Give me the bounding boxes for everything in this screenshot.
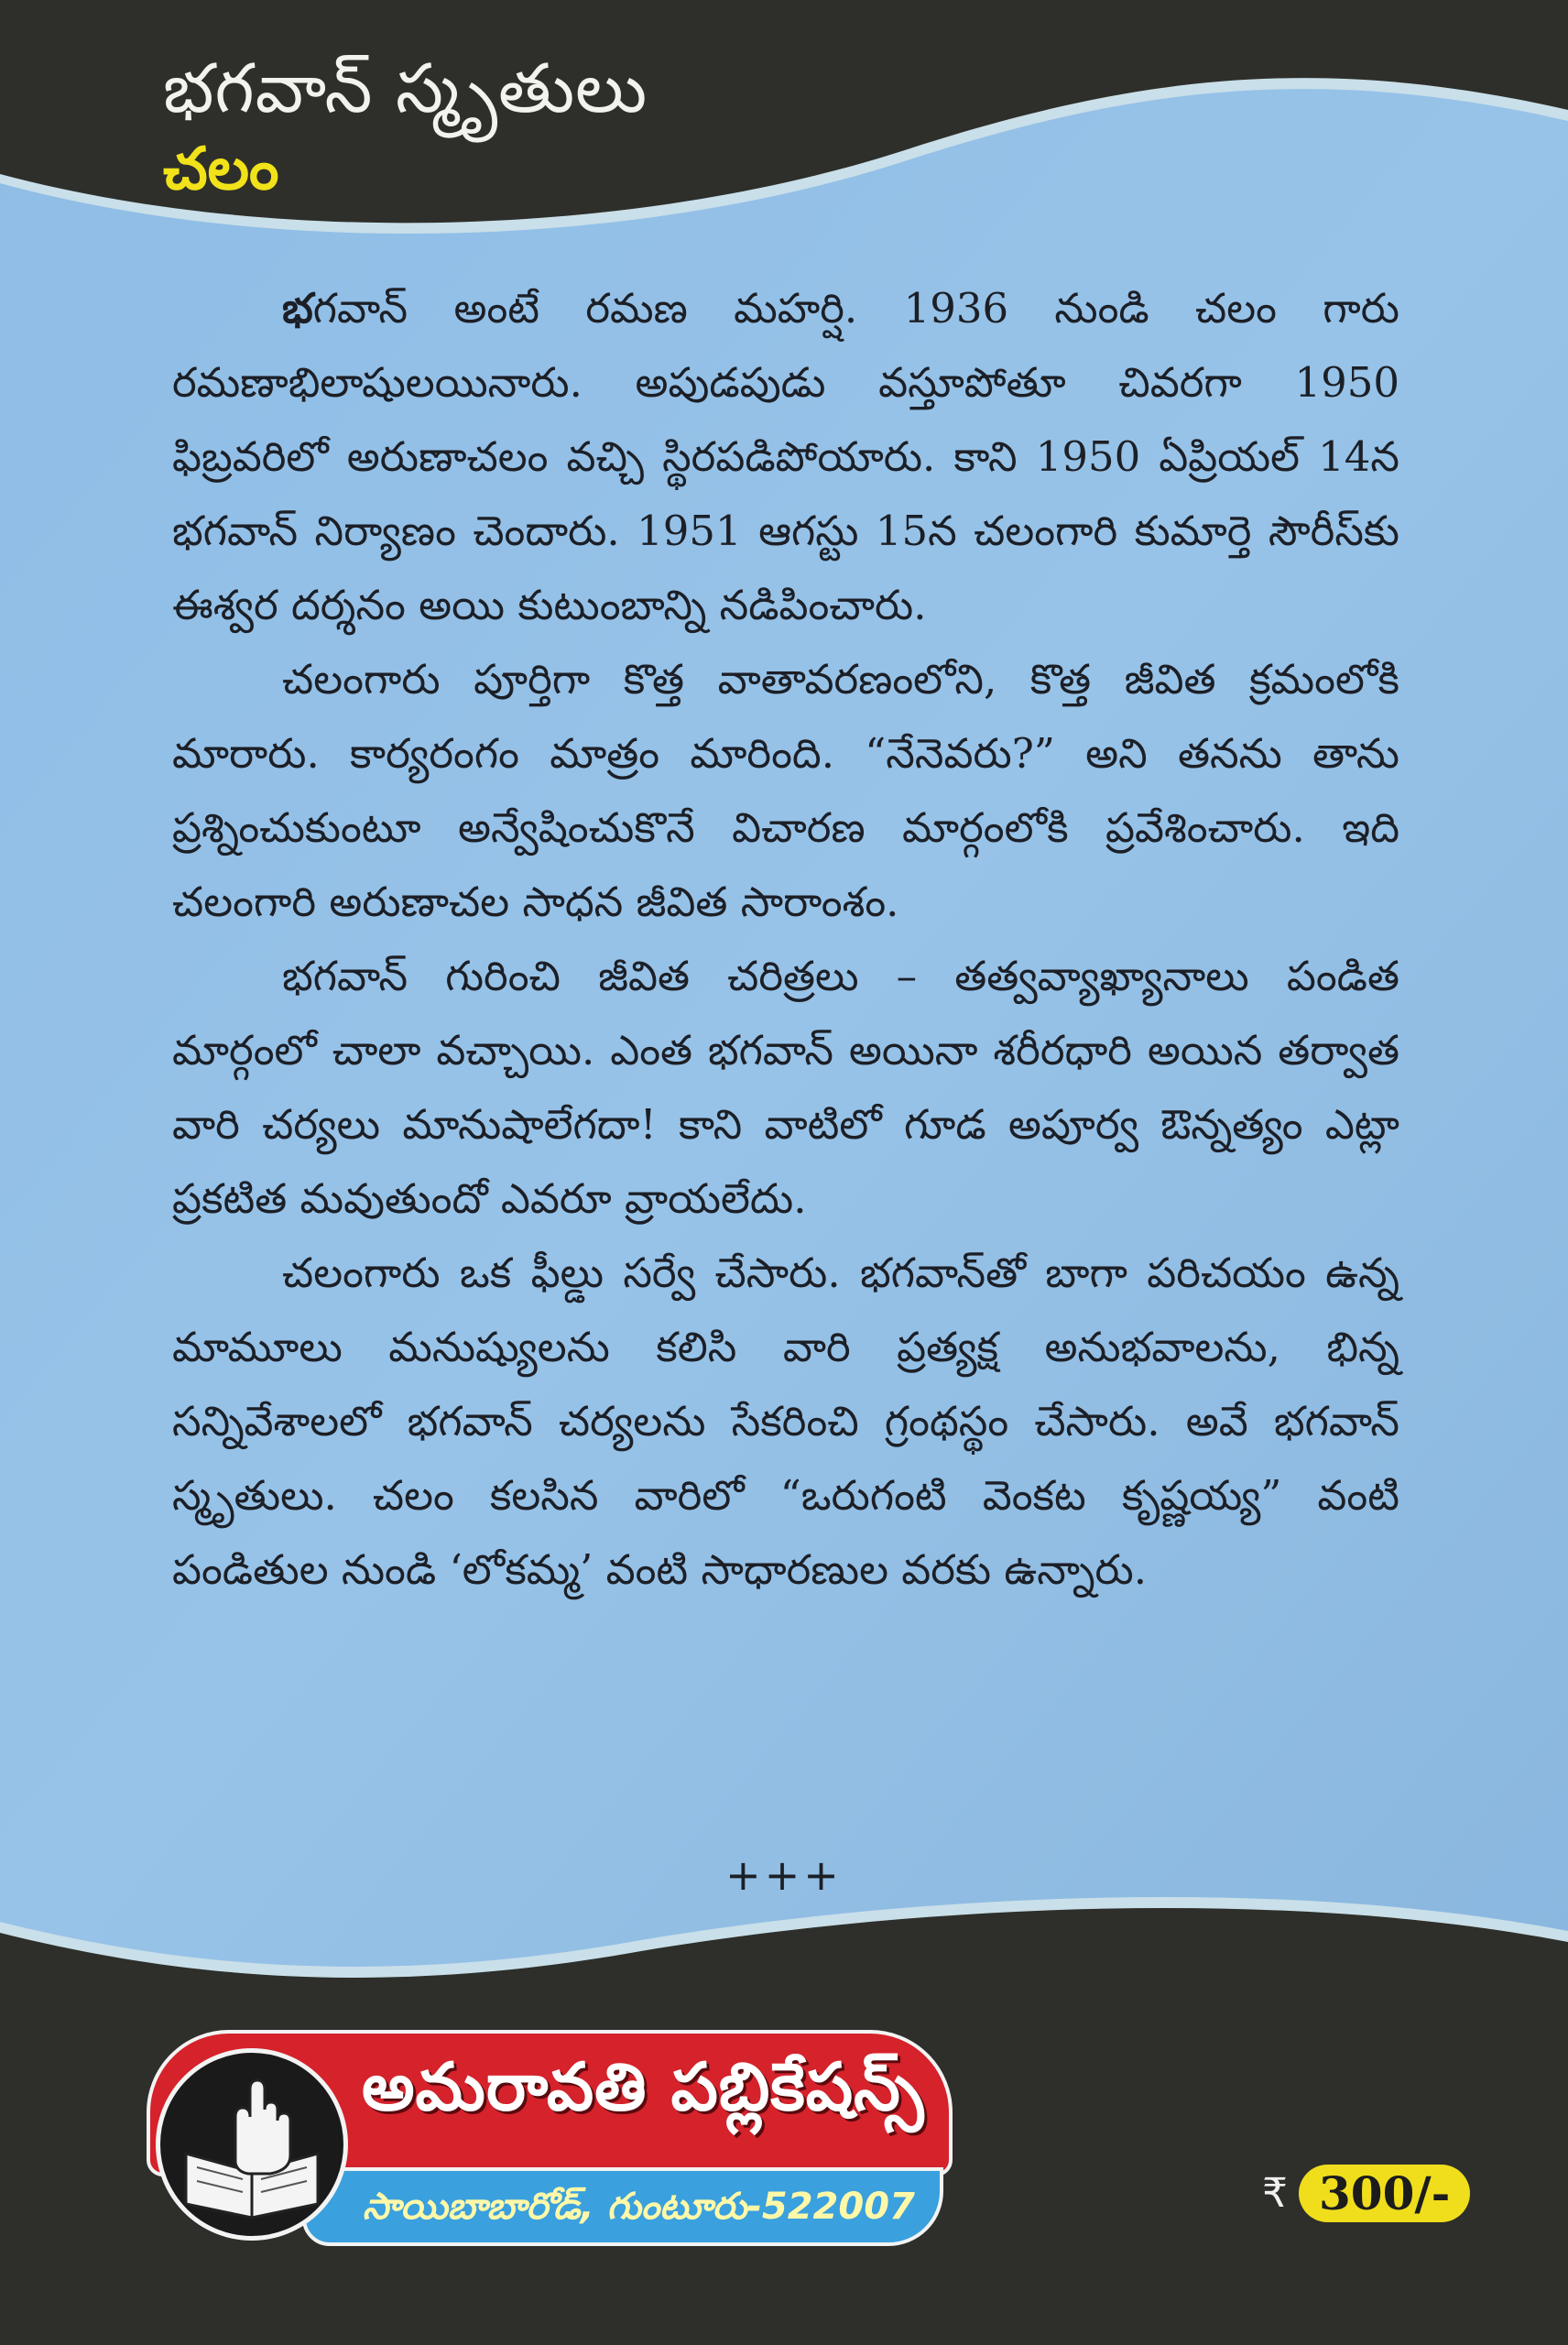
author-name: చలం — [163, 136, 279, 203]
book-title: భగవాన్ స్మృతులు — [163, 49, 648, 128]
blurb-paragraph-4: చలంగారు ఒక ఫీల్డు సర్వే చేసారు. భగవాన్‌తో బాగా పరిచయం ఉన్న మామూలు మనుష్యులను కలిసి వారి ప్రత్యక్ష అనుభవాలను, భిన్న సన్నివేశాలలో భగవాన్ చర్యలను సేకరించి గ్రంథస్థం చేసారు. అవే భగవాన్ స్మృతులు. చలం కలసిన వారిలో “ఒరుగంటి వెంకట కృష్ణయ్య” వంటి పండితుల నుండి ‘లోకమ్మ’ వంటి సాధారణుల వరకు ఉన్నారు. — [172, 1249, 1399, 1594]
book-hand-icon — [160, 2053, 343, 2236]
rupee-icon: ₹ — [1262, 2169, 1288, 2217]
publisher-logo-icon — [156, 2048, 348, 2241]
publisher-badge — [147, 2030, 953, 2253]
blurb-paragraph-1 — [172, 271, 1399, 642]
paragraph-1-text: గవాన్ అంటే రమణ మహర్షి. 1936 నుండి చలం గారు రమణాభిలాషులయినారు. అపుడపుడు వస్తూపోతూ చివరగా 1950 ఫిబ్రవరిలో అరుణాచలం వచ్చి స్థిరపడిపోయారు. కాని 1950 ఏప్రియల్ 14న భగవాన్ నిర్యాణం చెందారు. 1951 ఆగస్టు 15న చలంగారి కుమార్తె సౌరీస్‌కు ఈశ్వర దర్శనం అయి కుటుంబాన్ని నడిపించారు. — [172, 284, 1399, 629]
publisher-name: అమరావతి పబ్లికేషన్స్ — [362, 2048, 925, 2125]
blurb-text — [172, 271, 1399, 1607]
blurb-paragraph-2: చలంగారు పూర్తిగా కొత్త వాతావరణంలోని, కొత్త జీవిత క్రమంలోకి మారారు. కార్యరంగం మాత్రం మారింది. “నేనెవరు?” అని తనను తాను ప్రశ్నించుకుంటూ అన్వేషించుకొనే విచారణ మార్గంలోకి ప్రవేశించారు. ఇది చలంగారి అరుణాచల సాధన జీవిత సారాంశం. — [172, 655, 1399, 926]
drop-letter: భ — [282, 284, 313, 333]
blurb-paragraph-3: భగవాన్ గురించి జీవిత చరిత్రలు – తత్వవ్యాఖ్యానాలు పండిత మార్గంలో చాలా వచ్చాయి. ఎంత భగవాన్ అయినా శరీరధారి అయిన తర్వాత వారి చర్యలు మానుషాలేగదా! కాని వాటిలో గూడ అపూర్వ ఔన్నత్యం ఎట్లా ప్రకటిత మవుతుందో ఎవరూ వ్రాయలేదు. — [172, 952, 1399, 1223]
publisher-address: సాయిబాబారోడ్, గుంటూరు-522007 — [363, 2186, 915, 2228]
price-amount: 300/- — [1299, 2165, 1470, 2222]
section-separator: +++ — [725, 1850, 843, 1900]
price-tag — [1262, 2156, 1470, 2230]
